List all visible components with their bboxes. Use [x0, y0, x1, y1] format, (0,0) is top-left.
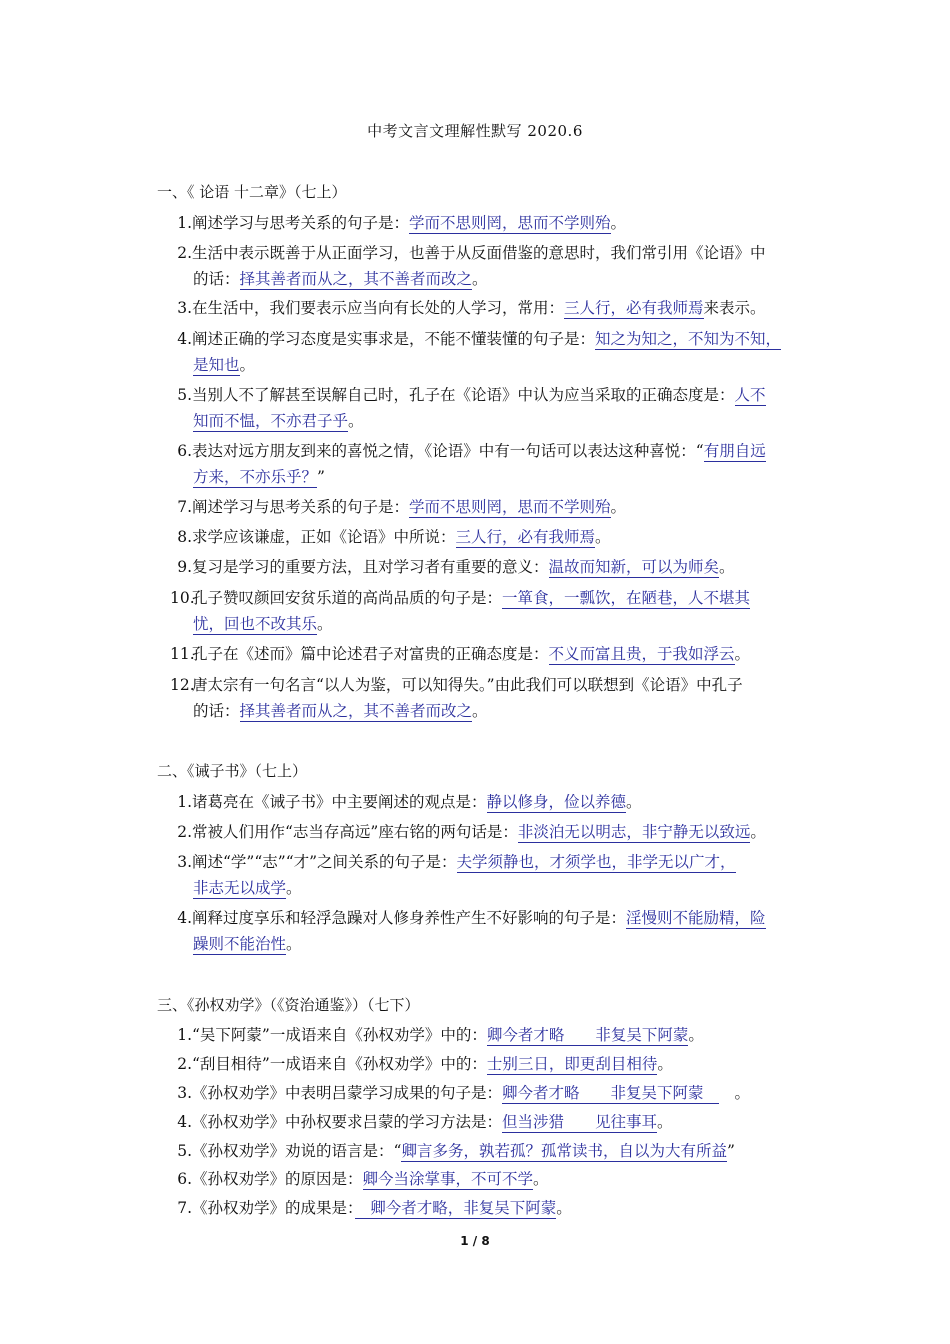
answer-text: 士别三日，即更刮目相待 — [486, 1055, 658, 1073]
list-item — [170, 1138, 810, 1164]
question-text-cont: 的话： — [193, 702, 240, 720]
question-tail: 。 — [348, 412, 364, 430]
item-number: 1. — [177, 214, 192, 232]
list-item — [170, 524, 810, 550]
answer-text: 但当涉猎 见往事耳 — [502, 1113, 658, 1131]
answer-text-cont: 是知也 — [193, 356, 240, 374]
question-tail: 。 — [657, 1055, 673, 1073]
question-tail: 。 — [286, 879, 302, 897]
question-text: 表达对远方朋友到来的喜悦之情，《论语》中有一句话可以表达这种喜悦：“ — [192, 442, 704, 460]
item-number: 11. — [170, 645, 195, 663]
item-number: 7. — [177, 498, 192, 516]
question-text: 阐述学习与思考关系的句子是： — [192, 214, 410, 232]
answer-text-cont: 方来，不亦乐乎？ — [193, 468, 318, 486]
question-tail: 来表示。 — [703, 299, 766, 317]
question-tail: 。 — [719, 1084, 751, 1102]
item-number: 2. — [177, 823, 192, 841]
question-text: 《孙权劝学》劝说的语言是：“ — [192, 1142, 402, 1160]
question-text: 常被人们用作“志当存高远”座右铭的两句话是： — [192, 823, 518, 841]
list-item — [170, 295, 810, 321]
question-tail: ” — [726, 1142, 735, 1160]
list-item — [170, 210, 810, 236]
question-tail: 。 — [610, 214, 627, 232]
question-text-cont: 的话： — [193, 270, 240, 288]
question-text: 阐释过度享乐和轻浮急躁对人修身养性产生不好影响的句子是： — [192, 909, 627, 927]
page-title: 中考文言文理解性默写 2020.6 — [367, 122, 583, 140]
list-item — [170, 438, 810, 490]
section-heading-jiezishu: 二、《诫子书》（七上） — [157, 762, 308, 780]
list-item — [170, 819, 810, 845]
answer-text: 夫学须静也，才须学也，非学无以广才， — [456, 853, 736, 871]
answer-text: 卿今当涂掌事，不可不学 — [362, 1170, 534, 1188]
answer-text: 人不 — [734, 386, 766, 404]
answer-text: 学而不思则罔，思而不学则殆 — [409, 214, 611, 232]
list-item — [170, 1166, 810, 1192]
question-text: 阐述“学”“志”“才”之间关系的句子是： — [192, 853, 457, 871]
list-item — [170, 641, 810, 667]
question-text: 求学应该谦虚，正如《论语》中所说： — [192, 528, 456, 546]
question-text: 《孙权劝学》的成果是： — [192, 1199, 355, 1217]
question-text: 孔子赞叹颜回安贫乐道的高尚品质的句子是： — [192, 589, 503, 607]
question-text: 当别人不了解甚至误解自己时，孔子在《论语》中认为应当采取的正确态度是： — [192, 386, 735, 404]
question-tail: 。 — [556, 1199, 572, 1217]
answer-text-cont: 忧，回也不改其乐 — [193, 615, 318, 633]
item-number: 3. — [177, 1084, 192, 1102]
question-text: 在生活中，我们要表示应当向有长处的人学习，常用： — [192, 299, 565, 317]
item-number: 6. — [177, 442, 192, 460]
question-text: 《孙权劝学》的原因是： — [192, 1170, 363, 1188]
answer-text: 三人行，必有我师焉 — [455, 528, 596, 546]
answer-text-cont: 非志无以成学 — [193, 879, 287, 897]
section-heading-sunquan: 三、《孙权劝学》（《资治通鉴》）（七下） — [157, 996, 420, 1014]
answer-text: 择其善者而从之，其不善者而改之 — [239, 702, 473, 720]
question-text: 唐太宗有一句名言“以人为鉴，可以知得失。”由此我们可以联想到《论语》中孔子 — [192, 676, 743, 694]
question-tail: 。 — [688, 1026, 704, 1044]
list-item — [170, 382, 810, 434]
item-number: 1. — [177, 793, 192, 811]
question-text: 复习是学习的重要方法，且对学习者有重要的意义： — [192, 558, 549, 576]
item-number: 4. — [177, 909, 192, 927]
answer-text: 卿言多务，孰若孤？孤常读书，自以为大有所益 — [401, 1142, 727, 1160]
answer-text-cont: 知而不愠，不亦君子乎 — [193, 412, 349, 430]
question-text: 生活中表示既善于从正面学习，也善于从反面借鉴的意思时，我们常引用《论语》中 — [192, 244, 766, 262]
answer-text: 非淡泊无以明志，非宁静无以致远 — [517, 823, 751, 841]
question-text: 阐述学习与思考关系的句子是： — [192, 498, 410, 516]
list-item — [170, 789, 810, 815]
item-number: 3. — [177, 299, 192, 317]
answer-text-cont: 躁则不能治性 — [193, 935, 287, 953]
question-tail: 。 — [472, 702, 488, 720]
page-number: 1 / 8 — [460, 1234, 490, 1248]
question-tail: 。 — [286, 935, 302, 953]
question-tail: 。 — [533, 1170, 549, 1188]
list-item — [170, 494, 810, 520]
question-tail: 。 — [610, 498, 627, 516]
question-tail: 。 — [657, 1113, 673, 1131]
list-item — [170, 1195, 810, 1221]
question-tail: 。 — [750, 823, 766, 841]
list-item — [170, 905, 810, 957]
list-item — [170, 1022, 810, 1048]
answer-text: 知之为知之，不知为不知， — [595, 330, 782, 348]
item-number: 5. — [177, 386, 192, 404]
list-item — [170, 585, 810, 637]
question-tail: 。 — [734, 645, 751, 663]
list-item — [170, 326, 810, 378]
question-tail: 。 — [626, 793, 642, 811]
item-number: 12. — [170, 676, 195, 694]
item-number: 4. — [177, 1113, 192, 1131]
question-text: 《孙权劝学》中表明吕蒙学习成果的句子是： — [192, 1084, 503, 1102]
answer-text: 卿今者才略 非复吴下阿蒙 — [486, 1026, 689, 1044]
item-number: 10. — [170, 589, 195, 607]
answer-text: 三人行，必有我师焉 — [564, 299, 704, 317]
question-tail: 。 — [317, 615, 333, 633]
question-text: “刮目相待”一成语来自《孙权劝学》中的： — [192, 1055, 487, 1073]
answer-text: 有朋自远 — [703, 442, 766, 460]
list-item — [170, 1051, 810, 1077]
question-tail: 。 — [472, 270, 488, 288]
list-item — [170, 849, 810, 901]
answer-text: 温故而知新，可以为师矣 — [548, 558, 720, 576]
item-number: 7. — [177, 1199, 192, 1217]
list-item — [170, 554, 810, 580]
question-text: 孔子在《述而》篇中论述君子对富贵的正确态度是： — [192, 645, 549, 663]
item-number: 8. — [177, 528, 192, 546]
question-tail: ” — [317, 468, 325, 486]
list-item — [170, 1109, 810, 1135]
item-number: 9. — [177, 558, 192, 576]
list-item — [170, 1080, 810, 1106]
answer-text: 静以修身，俭以养德 — [486, 793, 627, 811]
item-number: 6. — [177, 1170, 192, 1188]
item-number: 4. — [177, 330, 192, 348]
section-heading-lunyu: 一、《 论语 十二章》（七上） — [157, 183, 347, 201]
question-text: 阐述正确的学习态度是实事求是，不能不懂装懂的句子是： — [192, 330, 596, 348]
item-number: 2. — [177, 244, 192, 262]
answer-text: 淫慢则不能励精，险 — [626, 909, 766, 927]
question-tail: 。 — [239, 356, 256, 374]
answer-text: 卿今者才略 非复吴下阿蒙 — [502, 1084, 720, 1102]
question-text: 诸葛亮在《诫子书》中主要阐述的观点是： — [192, 793, 487, 811]
question-tail: 。 — [595, 528, 611, 546]
item-number: 2. — [177, 1055, 192, 1073]
answer-text: 一箪食，一瓢饮，在陋巷，人不堪其 — [502, 589, 751, 607]
answer-text: 学而不思则罔，思而不学则殆 — [409, 498, 611, 516]
list-item — [170, 672, 810, 724]
answer-text: 不义而富且贵，于我如浮云 — [548, 645, 735, 663]
answer-text: 卿今者才略，非复吴下阿蒙 — [354, 1199, 557, 1217]
item-number: 5. — [177, 1142, 192, 1160]
question-tail: 。 — [719, 558, 735, 576]
item-number: 1. — [177, 1026, 192, 1044]
item-number: 3. — [177, 853, 192, 871]
list-item — [170, 240, 810, 292]
answer-text: 择其善者而从之，其不善者而改之 — [239, 270, 473, 288]
question-text: “吴下阿蒙”一成语来自《孙权劝学》中的： — [192, 1026, 487, 1044]
question-text: 《孙权劝学》中孙权要求吕蒙的学习方法是： — [192, 1113, 503, 1131]
